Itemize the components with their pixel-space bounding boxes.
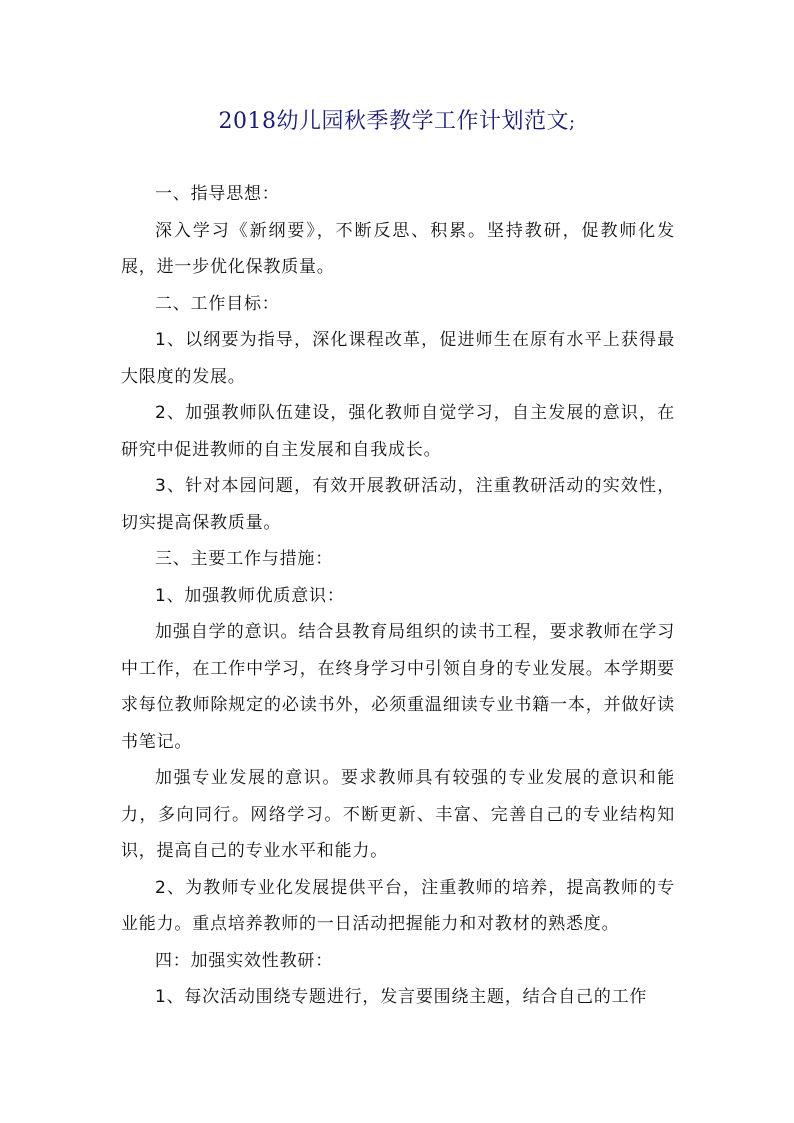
paragraph: 1、每次活动围绕专题进行，发言要围绕主题，结合自己的工作 [155,987,648,1007]
heading-effective-research: 四：加强实效性教研： [155,950,333,971]
paragraph: 3、针对本园问题，有效开展教研活动，注重教研活动的实效性，切实提高保教质量。 [121,476,675,533]
paragraph: 深入学习《新纲要》，不断反思、积累。坚持教研，促教师化发展，进一步优化保教质量。 [121,220,675,277]
paragraph: 加强专业发展的意识。要求教师具有较强的专业发展的意识和能力，多向同行。网络学习。不断更新、丰富、完善自己的专业结构知识，提高自己的专业水平和能力。 [121,768,675,861]
heading-main-work-measures: 三、主要工作与措施： [155,549,333,569]
heading-work-goals: 二、工作目标： [155,293,280,314]
subheading: 1、加强教师优质意识： [155,585,345,606]
paragraph: 加强自学的意识。结合县教育局组织的读书工程，要求教师在学习中工作，在工作中学习，在终身学习中引领自身的专业发展。本学期要求每位教师除规定的必读书外，必须重温细读专业书籍一本，并做好读书笔记。 [121,622,675,752]
document-body [121,176,675,1016]
paragraph: 2、加强教师队伍建设，强化教师自觉学习，自主发展的意识，在研究中促进教师的自主发展和自我成长。 [121,403,675,460]
heading-guiding-ideology: 一、指导思想： [155,184,280,204]
paragraph: 2、为教师专业化发展提供平台，注重教师的培养，提高教师的专业能力。重点培养教师的一日活动把握能力和对教材的熟悉度。 [121,877,675,934]
document-title-text: 2018幼儿园秋季教学工作计划范文 [218,109,569,134]
document-title [0,104,794,135]
title-trailing-mark: ; [568,112,576,133]
paragraph: 1、以纲要为指导，深化课程改革，促进师生在原有水平上获得最大限度的发展。 [121,330,675,387]
